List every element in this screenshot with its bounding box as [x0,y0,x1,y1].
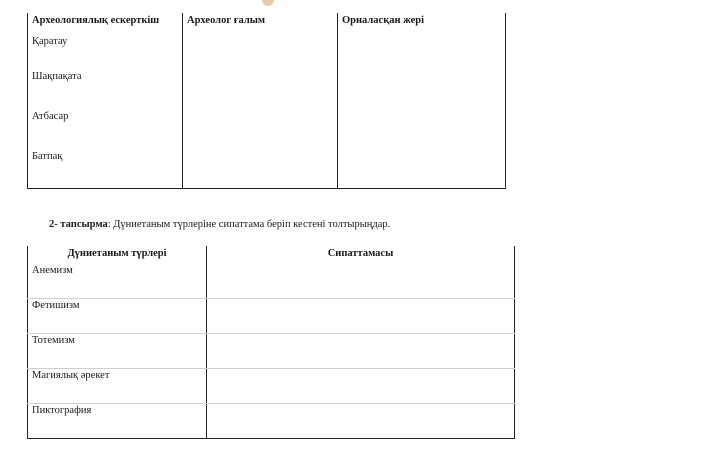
table-row [28,68,506,108]
cropped-image-fragment [262,0,274,6]
table-row [28,108,506,148]
worldview-type-cell: Фетишизм [28,299,207,334]
archaeology-table [27,13,506,189]
description-cell [207,369,515,404]
location-cell [338,108,506,148]
header-worldview-type: Дүниетаным түрлері [28,246,207,264]
header-archaeologist: Археолог ғалым [183,13,338,33]
archaeologist-cell [183,68,338,108]
table-row [28,369,515,404]
archaeologist-cell [183,108,338,148]
table-row [28,264,515,299]
header-description: Сипаттамасы [207,246,515,264]
monument-cell: Батпақ [28,148,183,189]
archaeologist-cell [183,148,338,189]
table-row [28,299,515,334]
monument-cell: Шақпақата [28,68,183,108]
header-location: Орналасқан жері [338,13,506,33]
table-row [28,404,515,439]
description-cell [207,264,515,299]
description-cell [207,334,515,369]
location-cell [338,68,506,108]
table-header-row [28,246,515,264]
description-cell [207,299,515,334]
task-label: 2- тапсырма [49,219,108,230]
description-cell [207,404,515,439]
task-instruction [49,219,390,230]
worldview-type-cell: Пиктография [28,404,207,439]
location-cell [338,148,506,189]
worldview-table [27,246,515,439]
worldview-type-cell: Тотемизм [28,334,207,369]
table-row [28,334,515,369]
worldview-type-cell: Анемизм [28,264,207,299]
monument-cell: Қаратау [28,33,183,68]
table-row [28,148,506,189]
table-row [28,33,506,68]
worldview-type-cell: Магиялық әрекет [28,369,207,404]
header-monument: Археологиялық ескерткіш [28,13,183,33]
archaeologist-cell [183,33,338,68]
table-header-row [28,13,506,33]
task-text: : Дүниетаным түрлеріне сипаттама беріп кестені толтырыңдар. [107,219,391,230]
monument-cell: Атбасар [28,108,183,148]
location-cell [338,33,506,68]
